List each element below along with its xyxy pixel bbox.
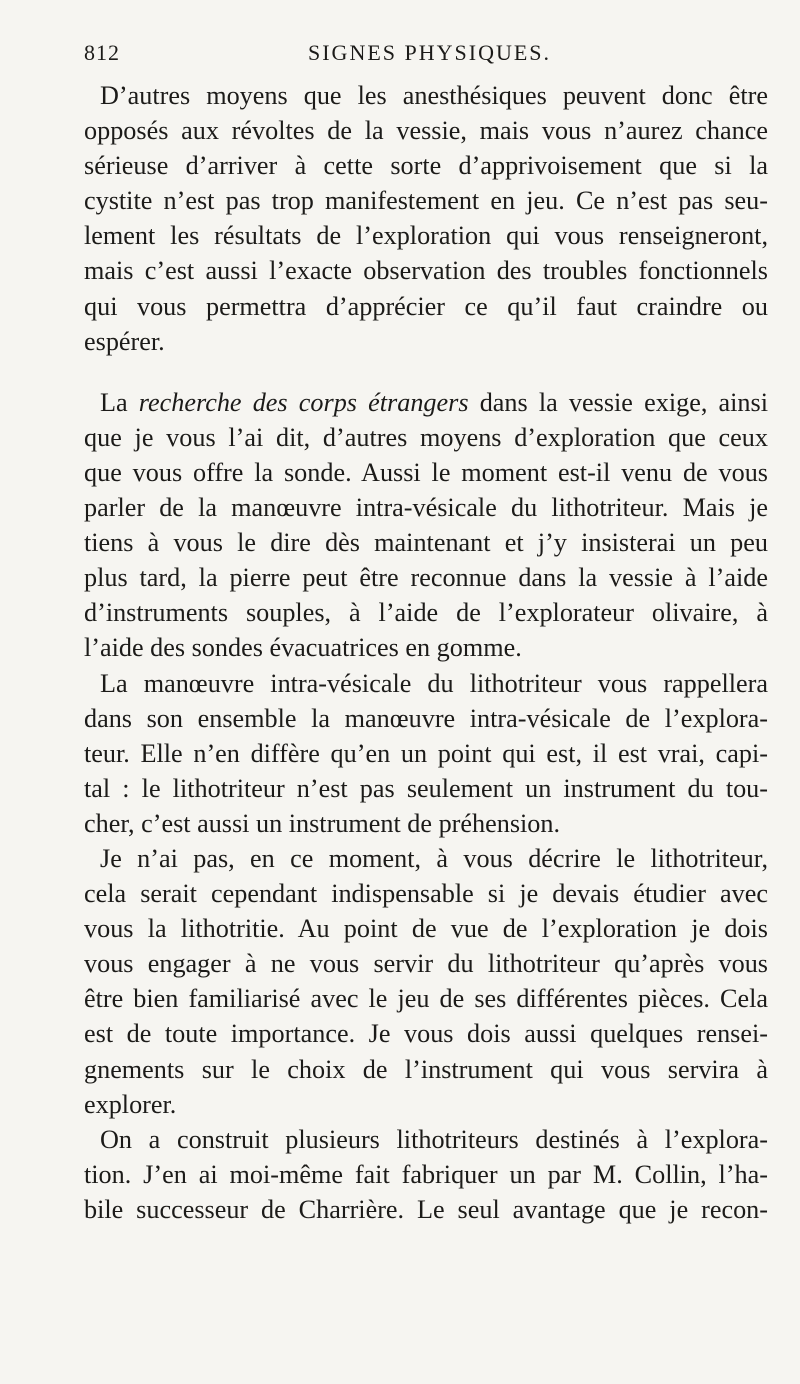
text-line: être bien familiarisé avec le jeu de ses différentes pièces. Cela [84, 984, 768, 1014]
text-line: cela serait cependant indispensable si je devais étudier avec [84, 879, 768, 909]
text-line: teur. Elle n’en diffère qu’en un point qui est, il est vrai, capi- [84, 738, 768, 768]
text-line: Je n’ai pas, en ce moment, à vous décrire le lithotriteur, [100, 843, 768, 873]
text-line: gnements sur le choix de l’instrument qui vous servira à [84, 1054, 768, 1084]
paragraph-1 [84, 78, 768, 359]
page-header [84, 40, 764, 74]
text-line: sérieuse d’arriver à cette sorte d’apprivoisement que si la [84, 151, 768, 181]
text-line: tion. J’en ai moi-même fait fabriquer un par M. Collin, l’ha- [84, 1159, 768, 1189]
text-run: La [100, 387, 139, 417]
text-line: La manœuvre intra-vésicale du lithotriteur vous rappellera [100, 668, 768, 698]
text-line: dans son ensemble la manœuvre intra-vésicale de l’explora- [84, 703, 768, 733]
paragraph-4 [84, 841, 768, 1122]
paragraph-3 [84, 666, 768, 841]
text-line: plus tard, la pierre peut être reconnue dans la vessie à l’aide [84, 563, 768, 593]
text-line: vous engager à ne vous servir du lithotriteur qu’après vous [84, 949, 768, 979]
text-line: opposés aux révoltes de la vessie, mais vous n’aurez chance [84, 116, 768, 146]
text-line: qui vous permettra d’apprécier ce qu’il faut craindre ou [84, 291, 768, 321]
text-line: cystite n’est pas trop manifestement en jeu. Ce n’est pas seu- [84, 186, 768, 216]
text-line: bile successeur de Charrière. Le seul avantage que je recon- [84, 1194, 768, 1224]
text-line: D’autres moyens que les anesthésiques peuvent donc être [100, 81, 768, 110]
text-line: parler de la manœuvre intra-vésicale du lithotriteur. Mais je [84, 493, 768, 523]
text-line: tal : le lithotriteur n’est pas seulement un instrument du tou- [84, 773, 768, 803]
paragraph-2 [84, 385, 768, 666]
running-title: SIGNES PHYSIQUES. [308, 40, 552, 65]
text-line: tiens à vous le dire dès maintenant et j’y insisterai un peu [84, 528, 768, 558]
text-line: lement les résultats de l’exploration qui vous renseigneront, [84, 221, 768, 251]
text-line: On a construit plusieurs lithotriteurs destinés à l’explora- [100, 1124, 768, 1154]
paragraph-5 [84, 1122, 768, 1227]
text-line: d’instruments souples, à l’aide de l’explorateur olivaire, à [84, 598, 768, 628]
body-text [84, 78, 768, 1227]
italic-phrase: recherche des corps étrangers [138, 387, 469, 417]
text-line: mais c’est aussi l’exacte observation des troubles fonctionnels [84, 256, 768, 286]
text-run: dans la vessie exige, ainsi [468, 387, 768, 417]
text-line: l’aide des sondes évacuatrices en gomme. [84, 633, 522, 663]
text-line: explorer. [84, 1089, 177, 1119]
text-line: que vous offre la sonde. Aussi le moment est-il venu de vous [84, 457, 768, 487]
page-number: 812 [84, 40, 120, 65]
text-line: vous la lithotritie. Au point de vue de l’exploration je dois [84, 914, 768, 944]
text-line: que je vous l’ai dit, d’autres moyens d’exploration que ceux [84, 422, 768, 452]
text-line: cher, c’est aussi un instrument de préhension. [84, 808, 561, 838]
text-line: espérer. [84, 326, 165, 356]
text-line: est de toute importance. Je vous dois aussi quelques rensei- [84, 1019, 768, 1049]
text-line [84, 385, 768, 420]
